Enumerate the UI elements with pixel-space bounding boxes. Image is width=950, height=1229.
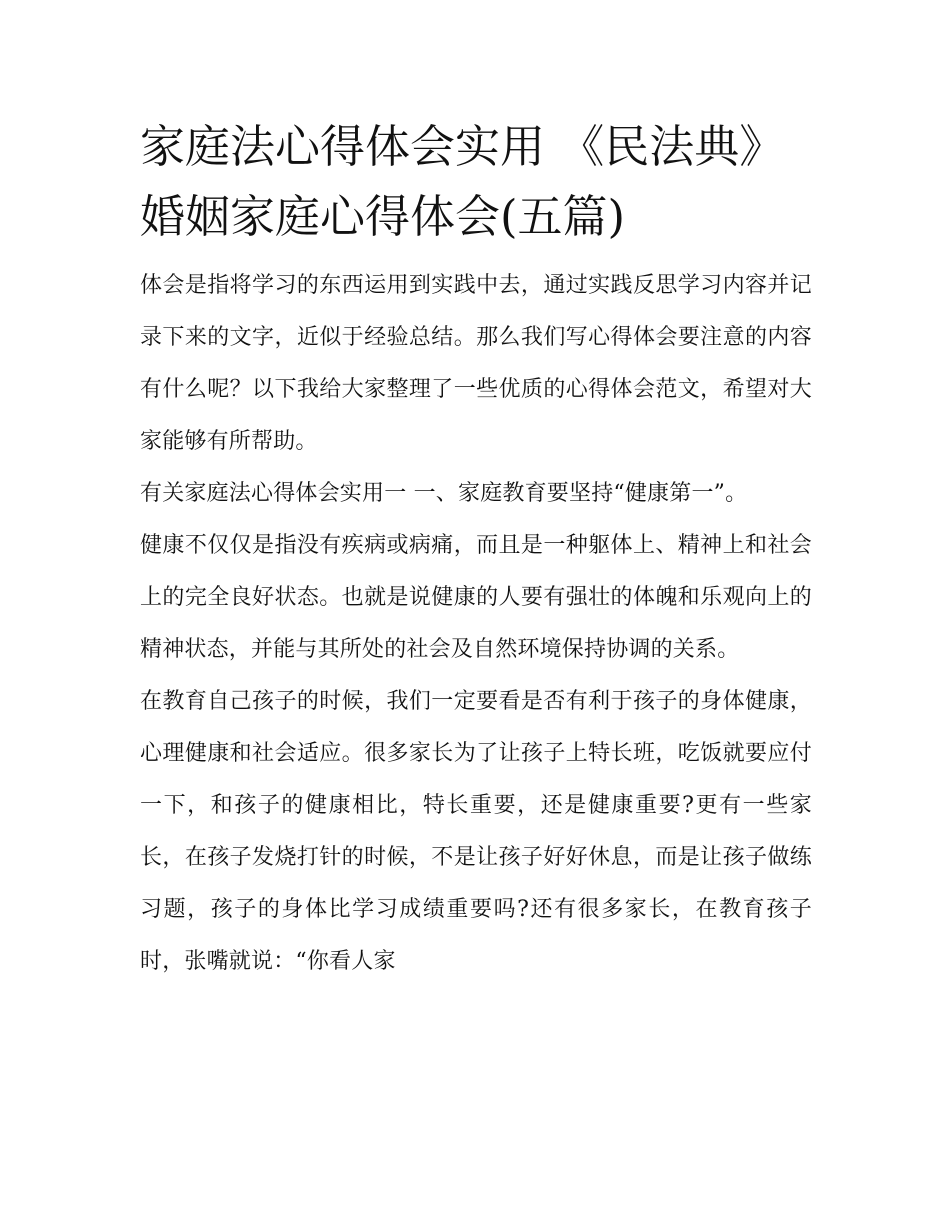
paragraph-health-definition: 健康不仅仅是指没有疾病或病痛，而且是一种躯体上、精神上和社会上的完全良好状态。也就是说健康的人要有强壮的体魄和乐观向上的精神状态，并能与其所处的社会及自然环境保持协调的关系。 [140, 533, 812, 662]
document-title: 家庭法心得体会实用 《民法典》婚姻家庭心得体会(五篇) [140, 120, 785, 243]
document-page [140, 112, 812, 988]
paragraph-intro: 体会是指将学习的东西运用到实践中去，通过实践反思学习内容并记录下来的文字，近似于经验总结。那么我们写心得体会要注意的内容有什么呢？以下我给大家整理了一些优质的心得体会范文，希望对大家能够有所帮助。 [140, 273, 812, 454]
paragraph-education-health: 在教育自己孩子的时候，我们一定要看是否有利于孩子的身体健康，心理健康和社会适应。很多家长为了让孩子上特长班，吃饭就要应付一下，和孩子的健康相比，特长重要，还是健康重要?更有一些家长，在孩子发烧打针的时候，不是让孩子好好休息，而是让孩子做练习题，孩子的身体比学习成绩重要吗?还有很多家长，在教育孩子时，张嘴就说：“你看人家 [140, 689, 812, 974]
paragraph-section-heading: 有关家庭法心得体会实用一 一、家庭教育要坚持“健康第一”。 [140, 481, 748, 506]
